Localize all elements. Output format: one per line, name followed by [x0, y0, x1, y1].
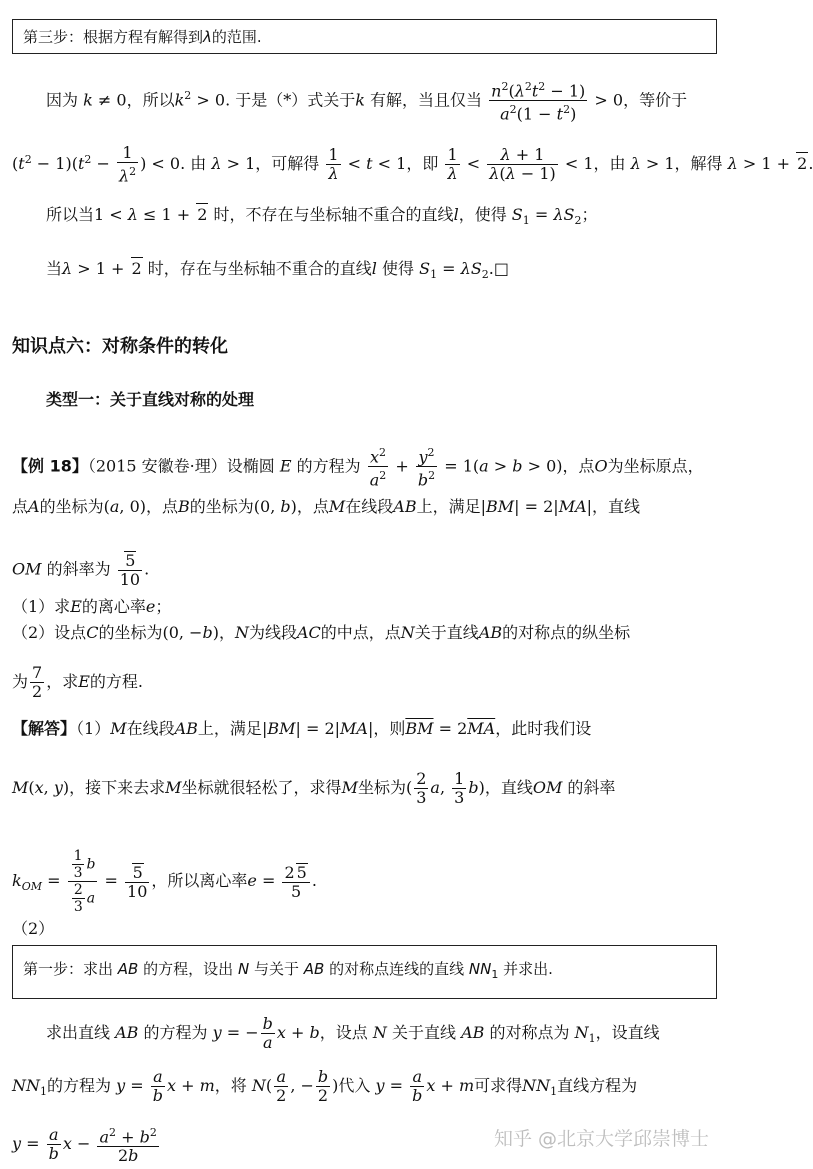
para-5-line-3: y = $\frac{a}{b}$ x − $\frac{a^2 + b^2}{2b}$ — [12, 1125, 157, 1166]
para-3: 所以当1 < λ ≤ 1 + 2 时，不存在与坐标轴不重合的直线l，使得 $S_1 = \lambda S_2$； — [46, 205, 598, 228]
para-1: 因为 k ≠ 0，所以$k^2 > 0$. 于是（*）式关于k 有解，当且仅当 $\frac{n^2(\lambda^2t^2 - 1)}{a^2(1 - t^2)}$ > 0，等价于 — [46, 80, 688, 124]
step3-text: 第三步：根据方程有解得到λ的范围. — [23, 27, 262, 46]
subsection-heading: 类型一：关于直线对称的处理 — [46, 390, 255, 409]
question-2: （2）设点C的坐标为(0, −b)，N为线段AC的中点，点N关于直线AB的对称点的纵坐标 — [12, 623, 631, 642]
answer-line-2: M(x, y)，接下来去求M坐标就很轻松了，求得M坐标为( $\frac{2}{3}$ a, $\frac{1}{3}$ b)，直线OM 的斜率 — [12, 769, 616, 807]
question-2-cont: 为 $\frac{7}{2}$ ，求E的方程. — [12, 663, 143, 701]
answer-line-3: $k_{OM}$ = $\frac{1}{3}$ b $\frac{2}{3}$ a = $\frac{5}{10}$ ，所以离心率e = $\frac{2 5}{5}$ . — [12, 848, 317, 915]
para-2: $(t^2 - 1)(t^2$ − $\frac{1}{\lambda^2}$ ) < 0. 由 λ > 1，可解得 $\frac{1}{\lambda}$ < t < 1，即 $\frac{1}{\lambda}$ < $\frac{\lambda + 1}{\lambda(\lambda - 1)}$ < 1，由 λ > 1，解得 λ > 1 + 2. — [12, 143, 813, 186]
step1-text: 第一步：求出 AB 的方程，设出 N 与关于 AB 的对称点连线的直线 $NN_1$ 并求出. — [23, 960, 553, 981]
watermark: 知乎 @北京大学邱崇博士 — [493, 1128, 709, 1150]
section-heading: 知识点六：对称条件的转化 — [12, 336, 228, 357]
para-5-line-1: 求出直线 AB 的方程为 y = − $\frac{b}{a}$ x + b，设点 N 关于直线 AB 的对称点为 $N_1$，设直线 — [46, 1014, 660, 1052]
answer-part-2: （2） — [12, 919, 55, 938]
step3-box — [12, 19, 717, 54]
question-1: （1）求E的离心率e； — [12, 597, 172, 616]
para-5-line-2: $NN_1$的方程为 y = $\frac{a}{b}$ x + m，将 N( $\frac{a}{2}$ , − $\frac{b}{2}$ )代入 y = $\frac{a}{b}$ x + m可求得$NN_1$直线方程为 — [12, 1067, 638, 1105]
example-18-line-2: 点A的坐标为(a, 0)，点B的坐标为(0, b)，点M在线段AB上，满足|BM| = 2|MA|，直线 — [12, 497, 641, 516]
step1-box — [12, 945, 717, 999]
fraction: $\frac{n^2(\lambda^2t^2 - 1)}{a^2(1 - t^2)}$ — [491, 80, 586, 124]
para-4: 当λ > 1 + 2 时，存在与坐标轴不重合的直线l 使得 $S_1$ = $\lambda S_2.□$ — [46, 259, 509, 282]
answer-line-1: 【解答】（1）M在线段AB上，满足|BM| = 2|MA|，则$\overline{BM} = 2\overline{MA}$，此时我们设 — [12, 719, 592, 738]
example-18-line-1: 【例 18】（2015 安徽卷·理）设椭圆 E 的方程为 $\frac{x^2}{a^2}$ + $\frac{y^2}{b^2}$ = 1(a > b > 0)，点O为坐标原点， — [12, 446, 704, 490]
example-18-line-3: OM 的斜率为 $\frac{5}{10}$ . — [12, 551, 150, 589]
